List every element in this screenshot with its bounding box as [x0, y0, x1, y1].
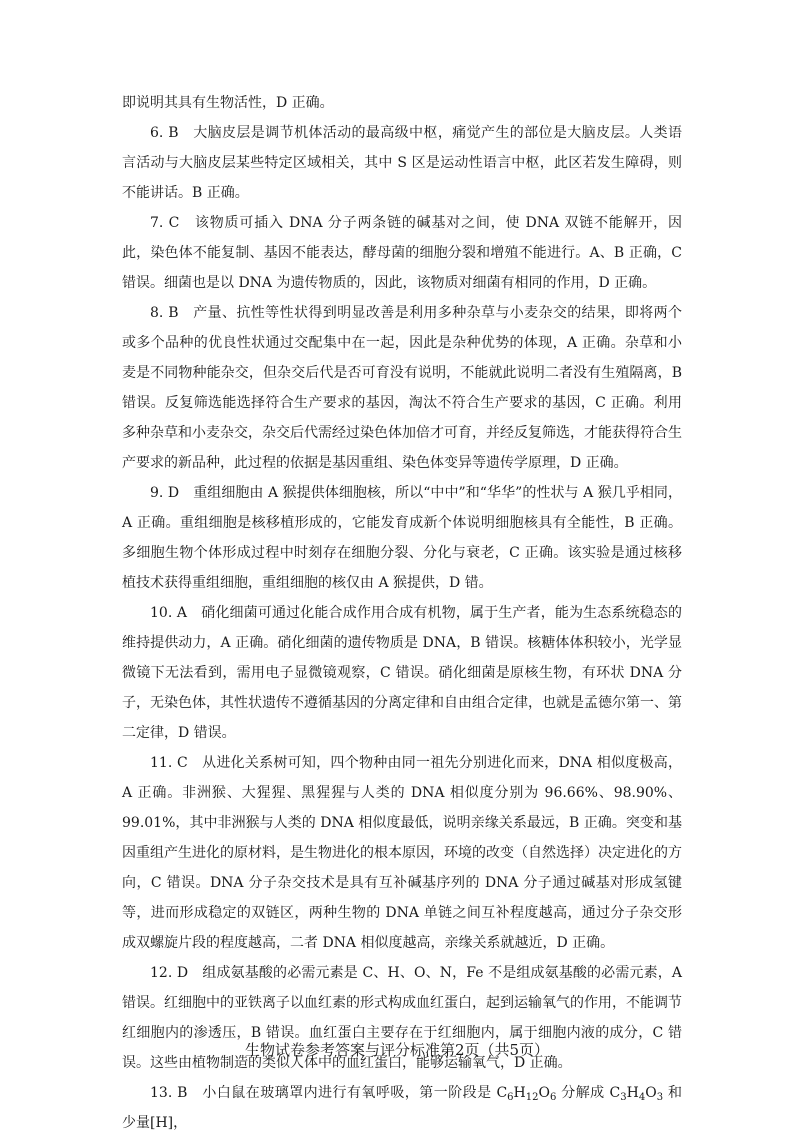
answer-6: 6. B 大脑皮层是调节机体活动的最高级中枢，痛觉产生的部位是大脑皮层。人类语言活动与大脑皮层某些特定区域相关，其中 S 区是运动性语言中枢，此区若发生障碍，则不能讲话。B 正确。 — [122, 125, 682, 201]
formula-subscript: 4 — [638, 1092, 646, 1103]
page-footer: 生物试卷参考答案与评分标准第2页（共5页） — [244, 1041, 550, 1059]
formula-text: H — [513, 1085, 526, 1101]
answer-11: 11. C 从进化关系树可知，四个物种由同一祖先分别进化而来，DNA 相似度极高，A 正确。非洲猴、大猩猩、黑猩猩与人类的 DNA 相似度分别为 96.66%、98.90%、99.01%，其中非洲猴与人类的 DNA 相似度最低，说明亲缘关系最远，B 正确。突变和基因重组产生进化的原材料，是生物进化的根本原因，环境的改变（自然选择）决定进化的方向，C 错误。DNA 分子杂交技术是具有互补碱基序列的 DNA 分子通过碱基对形成氢键等，进而形成稳定的双链区，两种生物的 DNA 单链之间互补程度越高，通过分子杂交形成双螺旋片段的程度越高，二者 DNA 相似度越高，亲缘关系就越近，D 正确。 — [122, 755, 682, 951]
formula-text: O — [538, 1085, 550, 1101]
answer-8: 8. B 产量、抗性等性状得到明显改善是利用多种杂草与小麦杂交的结果，即将两个或多个品种的优良性状通过交配集中在一起，因此是杂种优势的体现，A 正确。杂草和小麦是不同物种能杂交，但杂交后代是否可育没有说明，不能就此说明二者没有生殖隔离，B 错误。反复筛选能选择符合生产要求的基因，淘汰不符合生产要求的基因，C 正确。利用多种杂草和小麦杂交，杂交后代需经过染色体加倍才可育，并经反复筛选，才能获得符合生产要求的新品种，此过程的依据是基因重组、染色体变异等遗传学原理，D 正确。 — [122, 305, 682, 471]
answer-13-text: 分解成 C — [556, 1085, 621, 1101]
answer-12: 12. D 组成氨基酸的必需元素是 C、H、O、N，Fe 不是组成氨基酸的必需元素，A 错误。红细胞中的亚铁离子以血红素的形式构成血红蛋白，起到运输氧气的作用，不能调节红细胞内的渗透压，B 错误。血红蛋白主要存在于红细胞内，属于细胞内液的成分，C 错误。这些由植物制造的类似人体中的血红蛋白，能够运输氧气，D 正确。 — [122, 965, 682, 1071]
formula-subscript: 6 — [549, 1092, 557, 1103]
answer-13 — [122, 1078, 682, 1138]
formula-subscript: 3 — [620, 1092, 627, 1103]
formula-text: H — [626, 1085, 639, 1101]
formula-subscript: 12 — [525, 1092, 539, 1103]
answer-10: 10. A 硝化细菌可通过化能合成作用合成有机物，属于生产者，能为生态系统稳态的维持提供动力，A 正确。硝化细菌的遗传物质是 DNA，B 错误。核糖体体积较小，光学显微镜下无法看到，需用电子显微镜观察，C 错误。硝化细菌是原核生物，有环状 DNA 分子，无染色体，其性状遗传不遵循基因的分离定律和自由组合定律，也就是孟德尔第一、第二定律，D 错误。 — [122, 605, 682, 741]
answer-7: 7. C 该物质可插入 DNA 分子两条链的碱基对之间，使 DNA 双链不能解开，因此，染色体不能复制、基因不能表达，酵母菌的细胞分裂和增殖不能进行。A、B 正确，C 错误。细菌也是以 DNA 为遗传物质的，因此，该物质对细菌有相同的作用，D 正确。 — [122, 215, 682, 291]
answer-body — [122, 88, 682, 1138]
formula-subscript: 6 — [507, 1092, 514, 1103]
formula-text: O — [645, 1085, 657, 1101]
continuation-text: 即说明其具有生物活性，D 正确。 — [122, 95, 334, 111]
answer-13-text: 和少量[H]， — [122, 1085, 682, 1131]
formula-subscript: 3 — [656, 1092, 664, 1103]
answer-13-text: 13. B 小白鼠在玻璃罩内进行有氧呼吸，第一阶段是 C — [150, 1085, 508, 1101]
answer-9: 9. D 重组细胞由 A 猴提供体细胞核，所以“中中”和“华华”的性状与 A 猴几乎相同，A 正确。重组细胞是核移植形成的，它能发育成新个体说明细胞核具有全能性，B 正确。多细胞生物个体形成过程中时刻存在细胞分裂、分化与衰老，C 正确。该实验是通过核移植技术获得重组细胞，重组细胞的核仅由 A 猴提供，D 错。 — [122, 485, 682, 591]
